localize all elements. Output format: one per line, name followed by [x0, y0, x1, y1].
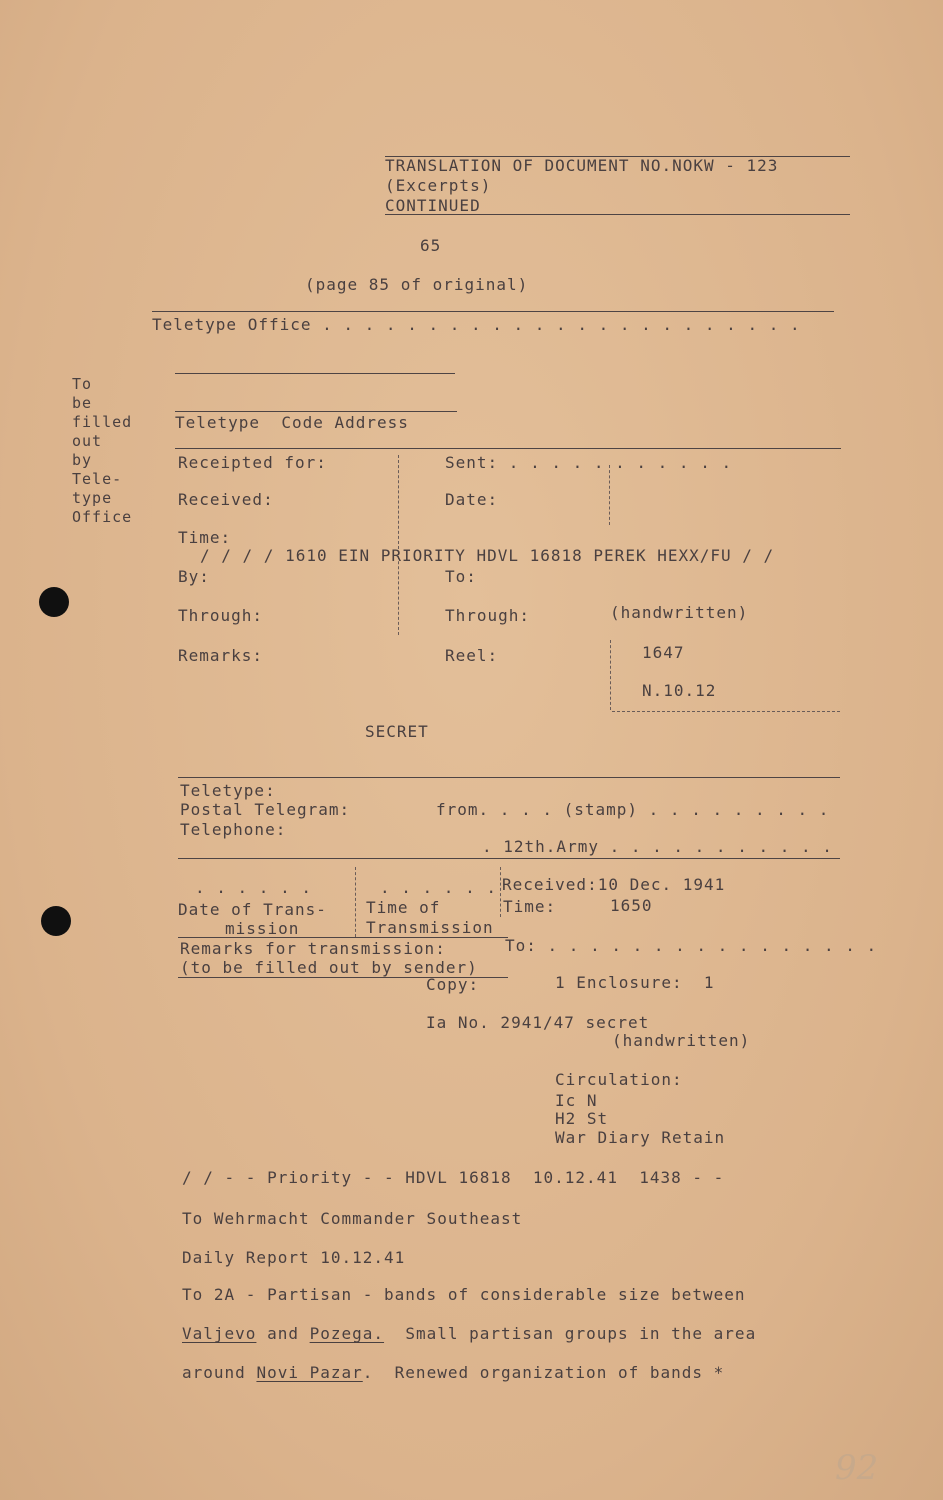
margin-line: filled: [72, 413, 133, 431]
time-of-label: Time of: [366, 898, 441, 917]
text-renewed: . Renewed organization of bands *: [362, 1363, 725, 1382]
through-left-label: Through:: [178, 606, 264, 625]
received-date-line: Received:10 Dec. 1941: [502, 875, 726, 894]
dots-left: . . . . . .: [195, 878, 312, 897]
margin-line: by: [72, 451, 93, 469]
punch-hole-bottom: [41, 906, 71, 936]
enclosure-label: 1 Enclosure: 1: [555, 973, 715, 992]
handwritten-note-2: (handwritten): [612, 1031, 751, 1050]
text-around: around: [182, 1363, 257, 1382]
teletype-label: Teletype:: [180, 781, 276, 800]
place-valjevo: Valjevo: [182, 1324, 257, 1343]
sent-label: Sent: . . . . . . . . . . .: [445, 453, 733, 472]
form-rule-top: [152, 311, 834, 312]
addressee-line: To Wehrmacht Commander Southeast: [182, 1209, 523, 1228]
handwritten-rule: [612, 711, 840, 712]
place-pozega: Pozega.: [309, 1324, 385, 1343]
report-line-2: [182, 1326, 756, 1342]
handwritten-date: N.10.12: [642, 681, 717, 700]
remarks-transmission-label: Remarks for transmission:: [180, 939, 446, 958]
from-stamp-label: from. . . . (stamp) . . . . . . . . .: [436, 800, 830, 819]
header-rule-bottom: [385, 214, 850, 215]
text-and: and: [256, 1324, 310, 1343]
receipted-for-label: Receipted for:: [178, 453, 327, 472]
circulation-item: War Diary Retain: [555, 1128, 726, 1147]
form2-divider-right: [500, 867, 501, 917]
excerpts-label: (Excerpts): [385, 176, 492, 195]
priority-line: / / - - Priority - - HDVL 16818 10.12.41 1438 - -: [182, 1168, 725, 1187]
remarks-label: Remarks:: [178, 646, 264, 665]
form2-rule-top: [178, 777, 840, 778]
pencil-page-mark: 92: [835, 1448, 879, 1488]
received-label: Received:: [178, 490, 274, 509]
margin-line: Tele-: [72, 470, 123, 488]
margin-line: To: [72, 375, 93, 393]
original-page-note: (page 85 of original): [305, 275, 529, 294]
by-label: By:: [178, 567, 210, 586]
margin-line: out: [72, 432, 103, 450]
transmission-line: / / / / 1610 EIN PRIORITY HDVL 16818 PEREK HEXX/FU / /: [200, 546, 775, 565]
form2-rule-mid: [178, 858, 840, 859]
margin-line: be: [72, 394, 93, 412]
handwritten-number: 1647: [642, 643, 685, 662]
to-dots-label: To: . . . . . . . . . . . . . . . .: [505, 936, 878, 955]
margin-line: Office: [72, 508, 133, 526]
time-received-value: 1650: [610, 896, 653, 915]
column-divider-right: [609, 465, 610, 525]
report-line-1: To 2A - Partisan - bands of considerable size between: [182, 1285, 746, 1304]
date-of-transmission-label: Date of Trans-: [178, 900, 327, 919]
continued-label: CONTINUED: [385, 196, 481, 215]
punch-hole-top: [39, 587, 69, 617]
code-address-label: Teletype Code Address: [175, 413, 409, 432]
report-line-3: [182, 1365, 724, 1381]
handwritten-divider: [610, 640, 611, 710]
transmission-label: Transmission: [366, 918, 494, 937]
time-label: Time:: [178, 528, 232, 547]
ia-number: Ia No. 2941/47 secret: [426, 1013, 650, 1032]
column-divider: [398, 455, 399, 635]
circulation-item: H2 St: [555, 1109, 609, 1128]
form2-rule-lower: [178, 937, 508, 938]
daily-report-line: Daily Report 10.12.41: [182, 1248, 406, 1267]
date-label: Date:: [445, 490, 499, 509]
margin-line: type: [72, 489, 113, 507]
through-right-label: Through:: [445, 606, 531, 625]
teletype-office-label: Teletype Office . . . . . . . . . . . . . . . . . . . . . . .: [152, 315, 801, 334]
to-label: To:: [445, 567, 477, 586]
postal-telegram-label: Postal Telegram:: [180, 800, 351, 819]
dots-mid: . . . . . .: [380, 878, 497, 897]
army-label: . 12th.Army . . . . . . . . . . .: [482, 837, 833, 856]
filled-by-sender-note: (to be filled out by sender): [180, 958, 478, 977]
handwritten-note: (handwritten): [610, 603, 749, 622]
telephone-label: Telephone:: [180, 820, 287, 839]
page-number: 65: [420, 236, 442, 255]
document-title: TRANSLATION OF DOCUMENT NO.NOKW - 123: [385, 156, 779, 175]
form-rule-mid: [175, 448, 841, 449]
mission-label: mission: [225, 919, 300, 938]
place-novi-pazar: Novi Pazar: [256, 1363, 363, 1382]
office-rule: [175, 373, 455, 374]
copy-label: Copy:: [426, 975, 480, 994]
reel-label: Reel:: [445, 646, 499, 665]
circulation-item: Ic N: [555, 1091, 598, 1110]
text-small-groups: Small partisan groups in the area: [384, 1324, 757, 1343]
time-received-label: Time:: [503, 897, 557, 916]
circulation-title: Circulation:: [555, 1070, 683, 1089]
secret-label: SECRET: [365, 722, 429, 741]
code-rule-top: [175, 411, 457, 412]
form2-divider-left: [355, 867, 356, 937]
